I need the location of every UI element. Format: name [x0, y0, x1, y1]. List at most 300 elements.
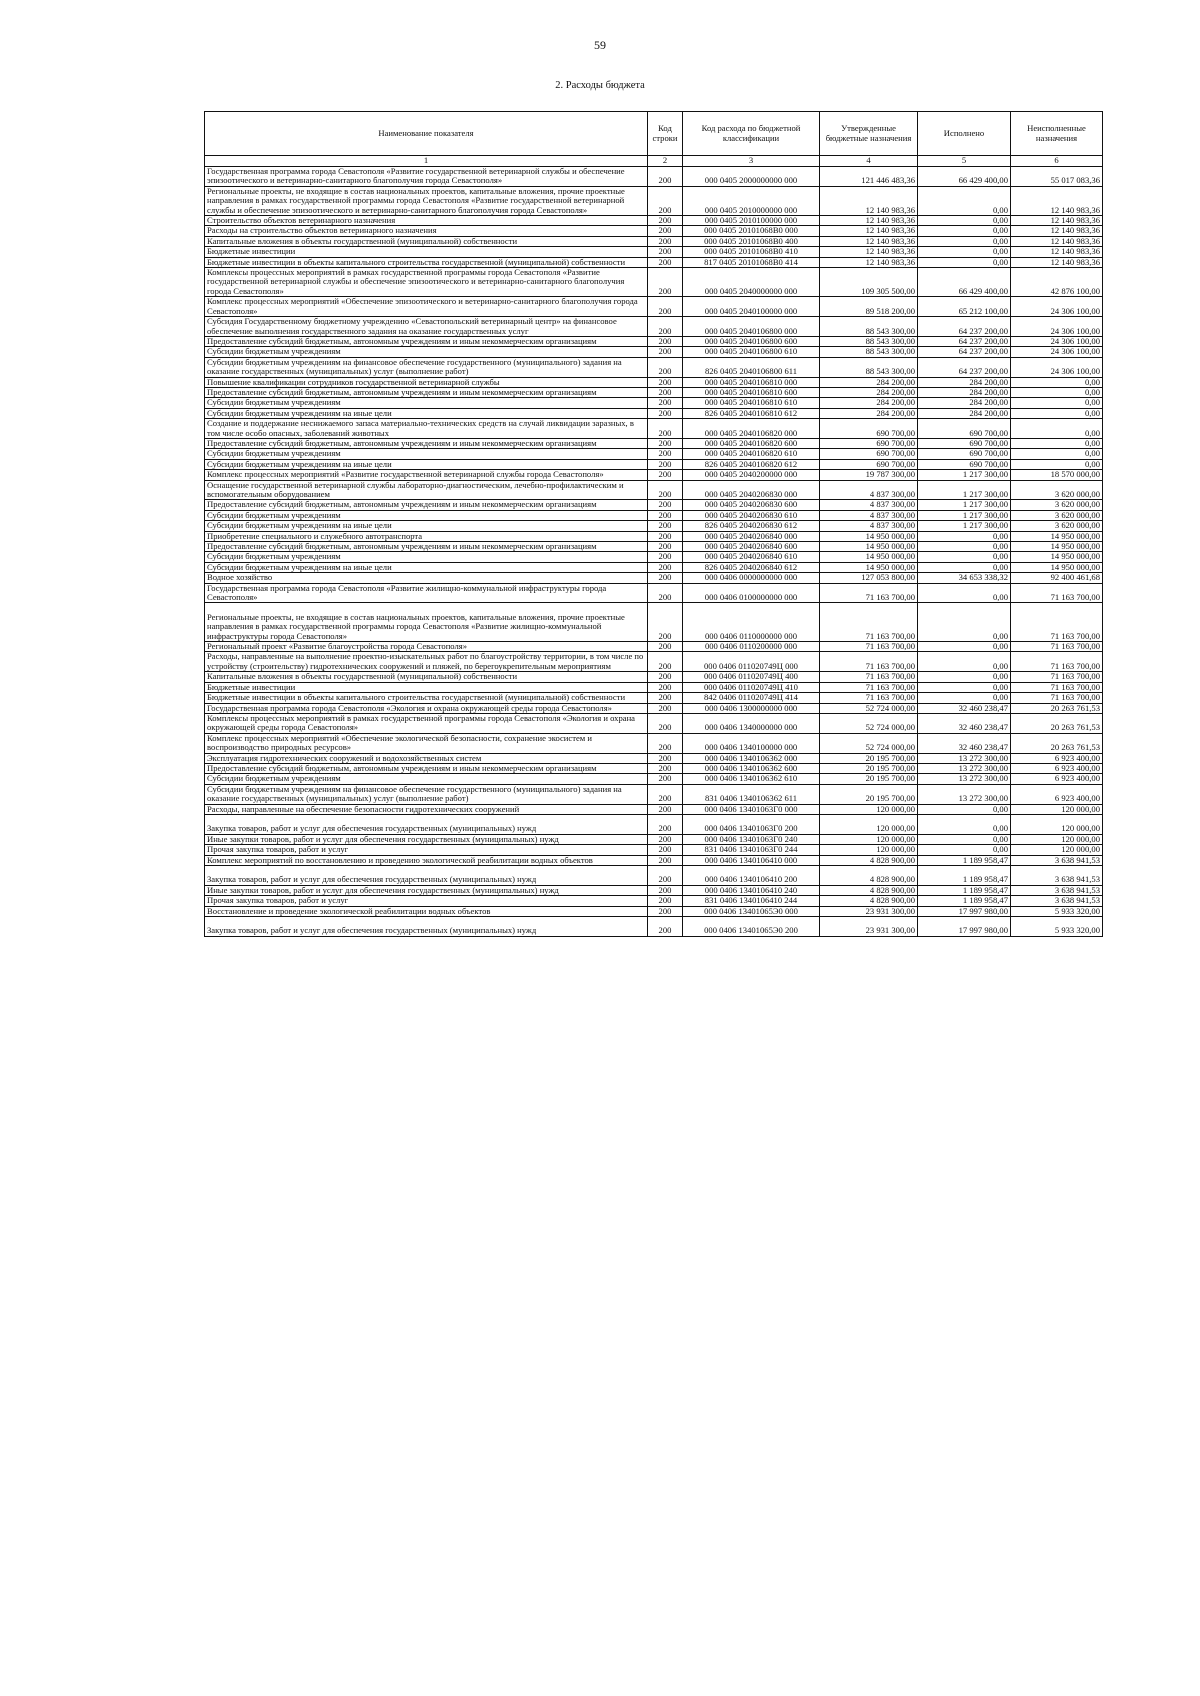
table-row — [205, 573, 1103, 583]
row-approved: 4 837 300,00 — [820, 500, 918, 510]
row-classification-code: 000 0406 1340100000 000 — [683, 733, 820, 753]
row-unexecuted: 120 000,00 — [1011, 814, 1103, 834]
row-line-code: 200 — [648, 774, 683, 784]
row-approved: 14 950 000,00 — [820, 531, 918, 541]
row-approved: 71 163 700,00 — [820, 693, 918, 703]
row-executed: 0,00 — [918, 247, 1011, 257]
row-approved: 284 200,00 — [820, 398, 918, 408]
row-line-code: 200 — [648, 531, 683, 541]
header-approved: Утвержденные бюджетные назначения — [820, 112, 918, 156]
row-approved: 121 446 483,36 — [820, 167, 918, 187]
row-classification-code: 826 0405 2040106810 612 — [683, 408, 820, 418]
row-classification-code: 000 0406 0110000000 000 — [683, 603, 820, 642]
row-executed: 1 217 300,00 — [918, 510, 1011, 520]
row-approved: 4 837 300,00 — [820, 510, 918, 520]
row-executed: 1 217 300,00 — [918, 521, 1011, 531]
row-unexecuted: 14 950 000,00 — [1011, 531, 1103, 541]
row-approved: 20 195 700,00 — [820, 774, 918, 784]
table-row — [205, 703, 1103, 713]
row-classification-code: 000 0405 20101068В0 400 — [683, 236, 820, 246]
row-name: Субсидии бюджетным учреждениям на иные цели — [205, 408, 648, 418]
row-approved: 690 700,00 — [820, 459, 918, 469]
row-line-code: 200 — [648, 703, 683, 713]
row-executed: 0,00 — [918, 804, 1011, 814]
table-row — [205, 906, 1103, 916]
column-number: 4 — [820, 156, 918, 167]
row-unexecuted: 12 140 983,36 — [1011, 216, 1103, 226]
row-name: Субсидии бюджетным учреждениям — [205, 347, 648, 357]
row-line-code: 200 — [648, 398, 683, 408]
row-executed: 64 237 200,00 — [918, 347, 1011, 357]
row-name: Бюджетные инвестиции в объекты капитального строительства государственной (муниципальной) собственности — [205, 693, 648, 703]
table-row — [205, 713, 1103, 733]
row-unexecuted: 42 876 100,00 — [1011, 268, 1103, 297]
row-approved: 4 828 900,00 — [820, 866, 918, 886]
row-name: Комплекс процессных мероприятий «Развитие государственной ветеринарной службы города Севастополя» — [205, 470, 648, 480]
row-executed: 0,00 — [918, 652, 1011, 672]
row-approved: 12 140 983,36 — [820, 226, 918, 236]
row-classification-code: 831 0406 1340106410 244 — [683, 896, 820, 906]
table-body — [205, 167, 1103, 937]
row-unexecuted: 20 263 761,53 — [1011, 713, 1103, 733]
table-row — [205, 866, 1103, 886]
row-classification-code: 000 0406 1340106362 600 — [683, 763, 820, 773]
row-unexecuted: 12 140 983,36 — [1011, 247, 1103, 257]
row-classification-code: 000 0405 2000000000 000 — [683, 167, 820, 187]
row-name: Предоставление субсидий бюджетным, автономным учреждениям и иным некоммерческим организациям — [205, 542, 648, 552]
row-line-code: 200 — [648, 573, 683, 583]
row-approved: 4 837 300,00 — [820, 480, 918, 500]
row-executed: 1 189 958,47 — [918, 885, 1011, 895]
row-executed: 0,00 — [918, 236, 1011, 246]
row-name: Комплексы процессных мероприятий в рамках государственной программы города Севастополя «Экология и охрана окружающей среды города Севастополя» — [205, 713, 648, 733]
row-approved: 23 931 300,00 — [820, 917, 918, 937]
row-unexecuted: 24 306 100,00 — [1011, 347, 1103, 357]
row-name: Субсидии бюджетным учреждениям — [205, 774, 648, 784]
row-unexecuted: 12 140 983,36 — [1011, 257, 1103, 267]
row-classification-code: 826 0405 2040106800 611 — [683, 357, 820, 377]
row-line-code: 200 — [648, 480, 683, 500]
row-unexecuted: 20 263 761,53 — [1011, 703, 1103, 713]
row-line-code: 200 — [648, 510, 683, 520]
row-approved: 120 000,00 — [820, 804, 918, 814]
row-name: Государственная программа города Севастополя «Развитие государственной ветеринарной службы и обеспечение эпизоотического и ветеринарно-санитарного благополучия города Севастополя» — [205, 167, 648, 187]
row-name: Водное хозяйство — [205, 573, 648, 583]
row-line-code: 200 — [648, 500, 683, 510]
row-unexecuted: 0,00 — [1011, 408, 1103, 418]
row-line-code: 200 — [648, 377, 683, 387]
row-executed: 0,00 — [918, 672, 1011, 682]
row-classification-code: 000 0406 13401063Г0 200 — [683, 814, 820, 834]
table-row — [205, 642, 1103, 652]
row-executed: 284 200,00 — [918, 398, 1011, 408]
row-unexecuted: 5 933 320,00 — [1011, 906, 1103, 916]
row-name: Субсидии бюджетным учреждениям — [205, 552, 648, 562]
row-executed: 1 217 300,00 — [918, 480, 1011, 500]
row-unexecuted: 3 638 941,53 — [1011, 885, 1103, 895]
row-approved: 690 700,00 — [820, 438, 918, 448]
table-row — [205, 682, 1103, 692]
row-approved: 4 837 300,00 — [820, 521, 918, 531]
row-classification-code: 000 0406 13401065Э0 000 — [683, 906, 820, 916]
row-line-code: 200 — [648, 866, 683, 886]
row-line-code: 200 — [648, 186, 683, 215]
row-name: Предоставление субсидий бюджетным, автономным учреждениям и иным некоммерческим организациям — [205, 500, 648, 510]
table-row — [205, 317, 1103, 337]
table-row — [205, 377, 1103, 387]
row-approved: 88 543 300,00 — [820, 347, 918, 357]
row-name: Бюджетные инвестиции — [205, 247, 648, 257]
row-line-code: 200 — [648, 906, 683, 916]
row-name: Субсидии бюджетным учреждениям на иные цели — [205, 562, 648, 572]
row-name: Закупка товаров, работ и услуг для обеспечения государственных (муниципальных) нужд — [205, 917, 648, 937]
row-approved: 284 200,00 — [820, 387, 918, 397]
row-classification-code: 000 0405 2040206840 610 — [683, 552, 820, 562]
row-classification-code: 826 0405 2040206840 612 — [683, 562, 820, 572]
row-line-code: 200 — [648, 845, 683, 855]
row-executed: 0,00 — [918, 542, 1011, 552]
row-classification-code: 000 0406 13401065Э0 200 — [683, 917, 820, 937]
table-row — [205, 917, 1103, 937]
row-line-code: 200 — [648, 763, 683, 773]
row-name: Создание и поддержание неснижаемого запаса материально-технических средств на случай ликвидации заразных, в том числе особо опасных, заболеваний животных — [205, 419, 648, 439]
row-approved: 4 828 900,00 — [820, 896, 918, 906]
row-executed: 284 200,00 — [918, 408, 1011, 418]
row-line-code: 200 — [648, 583, 683, 603]
column-number: 6 — [1011, 156, 1103, 167]
row-classification-code: 000 0406 1300000000 000 — [683, 703, 820, 713]
row-name: Строительство объектов ветеринарного назначения — [205, 216, 648, 226]
row-unexecuted: 24 306 100,00 — [1011, 297, 1103, 317]
table-row — [205, 814, 1103, 834]
table-row — [205, 583, 1103, 603]
table-row — [205, 763, 1103, 773]
row-approved: 4 828 900,00 — [820, 855, 918, 865]
row-line-code: 200 — [648, 419, 683, 439]
row-executed: 284 200,00 — [918, 377, 1011, 387]
row-unexecuted: 5 933 320,00 — [1011, 917, 1103, 937]
row-executed: 690 700,00 — [918, 449, 1011, 459]
table-row — [205, 562, 1103, 572]
row-classification-code: 000 0406 13401063Г0 240 — [683, 834, 820, 844]
expenses-table — [204, 111, 1103, 937]
table-row — [205, 733, 1103, 753]
row-approved: 4 828 900,00 — [820, 885, 918, 895]
row-line-code: 200 — [648, 247, 683, 257]
header-unexecuted: Неисполненные назначения — [1011, 112, 1103, 156]
row-classification-code: 000 0405 2040206830 600 — [683, 500, 820, 510]
row-line-code: 200 — [648, 834, 683, 844]
table-row — [205, 257, 1103, 267]
table-row — [205, 834, 1103, 844]
row-approved: 20 195 700,00 — [820, 753, 918, 763]
row-classification-code: 000 0405 2040106810 000 — [683, 377, 820, 387]
row-name: Субсидии бюджетным учреждениям на иные цели — [205, 521, 648, 531]
row-name: Субсидии бюджетным учреждениям — [205, 510, 648, 520]
row-line-code: 200 — [648, 216, 683, 226]
row-approved: 20 195 700,00 — [820, 763, 918, 773]
row-executed: 13 272 300,00 — [918, 763, 1011, 773]
row-line-code: 200 — [648, 336, 683, 346]
row-unexecuted: 71 163 700,00 — [1011, 642, 1103, 652]
row-line-code: 200 — [648, 459, 683, 469]
row-line-code: 200 — [648, 521, 683, 531]
row-approved: 12 140 983,36 — [820, 247, 918, 257]
row-classification-code: 000 0405 2040000000 000 — [683, 268, 820, 297]
row-unexecuted: 24 306 100,00 — [1011, 357, 1103, 377]
row-approved: 690 700,00 — [820, 449, 918, 459]
row-executed: 64 237 200,00 — [918, 317, 1011, 337]
row-classification-code: 000 0405 2040100000 000 — [683, 297, 820, 317]
row-unexecuted: 92 400 461,68 — [1011, 573, 1103, 583]
row-approved: 109 305 500,00 — [820, 268, 918, 297]
row-executed: 1 189 958,47 — [918, 866, 1011, 886]
row-line-code: 200 — [648, 713, 683, 733]
row-classification-code: 000 0406 1340106410 240 — [683, 885, 820, 895]
row-line-code: 200 — [648, 733, 683, 753]
row-name: Региональный проект «Развитие благоустройства города Севастополя» — [205, 642, 648, 652]
row-executed: 13 272 300,00 — [918, 753, 1011, 763]
row-name: Приобретение специального и служебного автотранспорта — [205, 531, 648, 541]
row-classification-code: 000 0406 1340106410 200 — [683, 866, 820, 886]
row-classification-code: 000 0405 2040106820 000 — [683, 419, 820, 439]
row-unexecuted: 120 000,00 — [1011, 804, 1103, 814]
row-name: Субсидии бюджетным учреждениям на финансовое обеспечение государственного (муниципального) задания на оказание государственных (муниципальных) услуг (выполнение работ) — [205, 784, 648, 804]
row-name: Региональные проекты, не входящие в состав национальных проектов, капитальные вложения, прочие проектные направления в рамках государственной программы города Севастополя «Развитие государственной ветеринарной службы и обеспечение эпизоотического и ветеринарно-санитарного благополучия города Севастополя» — [205, 186, 648, 215]
table-row — [205, 784, 1103, 804]
row-name: Оснащение государственной ветеринарной службы лабораторно-диагностическим, лечебно-профилактическим и вспомогательным оборудованием — [205, 480, 648, 500]
row-unexecuted: 0,00 — [1011, 459, 1103, 469]
row-classification-code: 000 0405 2040206830 610 — [683, 510, 820, 520]
row-unexecuted: 6 923 400,00 — [1011, 774, 1103, 784]
row-line-code: 200 — [648, 357, 683, 377]
row-unexecuted: 6 923 400,00 — [1011, 763, 1103, 773]
row-executed: 0,00 — [918, 603, 1011, 642]
row-unexecuted: 55 017 083,36 — [1011, 167, 1103, 187]
row-executed: 64 237 200,00 — [918, 357, 1011, 377]
row-name: Прочая закупка товаров, работ и услуг — [205, 896, 648, 906]
row-line-code: 200 — [648, 449, 683, 459]
row-approved: 12 140 983,36 — [820, 216, 918, 226]
row-name: Предоставление субсидий бюджетным, автономным учреждениям и иным некоммерческим организациям — [205, 438, 648, 448]
row-executed: 17 997 980,00 — [918, 906, 1011, 916]
row-classification-code: 000 0406 1340000000 000 — [683, 713, 820, 733]
row-unexecuted: 18 570 000,00 — [1011, 470, 1103, 480]
row-approved: 120 000,00 — [820, 845, 918, 855]
row-classification-code: 000 0406 1340106362 610 — [683, 774, 820, 784]
row-classification-code: 000 0406 1340106362 000 — [683, 753, 820, 763]
table-row — [205, 521, 1103, 531]
row-line-code: 200 — [648, 896, 683, 906]
table-row — [205, 845, 1103, 855]
row-line-code: 200 — [648, 387, 683, 397]
column-number-row — [205, 156, 1103, 167]
row-unexecuted: 3 620 000,00 — [1011, 521, 1103, 531]
row-unexecuted: 71 163 700,00 — [1011, 583, 1103, 603]
row-executed: 0,00 — [918, 642, 1011, 652]
row-classification-code: 000 0405 2040106820 610 — [683, 449, 820, 459]
row-line-code: 200 — [648, 885, 683, 895]
table-row — [205, 531, 1103, 541]
row-approved: 284 200,00 — [820, 377, 918, 387]
row-approved: 89 518 200,00 — [820, 297, 918, 317]
row-name: Бюджетные инвестиции — [205, 682, 648, 692]
row-classification-code: 000 0405 2010100000 000 — [683, 216, 820, 226]
row-line-code: 200 — [648, 257, 683, 267]
row-name: Бюджетные инвестиции в объекты капитального строительства государственной (муниципальной) собственности — [205, 257, 648, 267]
row-classification-code: 817 0405 20101068В0 414 — [683, 257, 820, 267]
row-classification-code: 000 0405 20101068В0 410 — [683, 247, 820, 257]
row-line-code: 200 — [648, 642, 683, 652]
row-approved: 71 163 700,00 — [820, 652, 918, 672]
table-row — [205, 408, 1103, 418]
row-approved: 52 724 000,00 — [820, 713, 918, 733]
row-classification-code: 000 0406 011020749Ц 000 — [683, 652, 820, 672]
table-row — [205, 438, 1103, 448]
table-row — [205, 672, 1103, 682]
row-classification-code: 000 0406 1340106410 000 — [683, 855, 820, 865]
table-row — [205, 652, 1103, 672]
row-unexecuted: 20 263 761,53 — [1011, 733, 1103, 753]
row-approved: 88 543 300,00 — [820, 317, 918, 337]
row-line-code: 200 — [648, 917, 683, 937]
header-indicator-name: Наименование показателя — [205, 112, 648, 156]
row-name: Комплексы процессных мероприятий в рамках государственной программы города Севастополя «Развитие государственной ветеринарной службы и обеспечение эпизоотического и ветеринарно-санитарного благополучия города Севастополя» — [205, 268, 648, 297]
table-row — [205, 459, 1103, 469]
row-name: Государственная программа города Севастополя «Экология и охрана окружающей среды города Севастополя» — [205, 703, 648, 713]
row-name: Субсидии бюджетным учреждениям на финансовое обеспечение государственного (муниципального) задания на оказание государственных (муниципальных) услуг (выполнение работ) — [205, 357, 648, 377]
table-row — [205, 236, 1103, 246]
row-classification-code: 000 0405 2040200000 000 — [683, 470, 820, 480]
row-approved: 71 163 700,00 — [820, 583, 918, 603]
row-line-code: 200 — [648, 438, 683, 448]
table-row — [205, 480, 1103, 500]
row-executed: 0,00 — [918, 583, 1011, 603]
table-row — [205, 693, 1103, 703]
table-row — [205, 336, 1103, 346]
row-approved: 127 053 800,00 — [820, 573, 918, 583]
row-classification-code: 000 0405 2040206830 000 — [683, 480, 820, 500]
row-name: Предоставление субсидий бюджетным, автономным учреждениям и иным некоммерческим организациям — [205, 336, 648, 346]
row-line-code: 200 — [648, 317, 683, 337]
row-unexecuted: 120 000,00 — [1011, 845, 1103, 855]
row-unexecuted: 14 950 000,00 — [1011, 552, 1103, 562]
row-classification-code: 842 0406 011020749Ц 414 — [683, 693, 820, 703]
row-executed: 1 217 300,00 — [918, 500, 1011, 510]
row-line-code: 200 — [648, 855, 683, 865]
row-executed: 0,00 — [918, 226, 1011, 236]
row-classification-code: 000 0405 2040106810 610 — [683, 398, 820, 408]
row-executed: 284 200,00 — [918, 387, 1011, 397]
table-row — [205, 247, 1103, 257]
row-unexecuted: 12 140 983,36 — [1011, 186, 1103, 215]
row-name: Государственная программа города Севастополя «Развитие жилищно-коммунальной инфраструктуры города Севастополя» — [205, 583, 648, 603]
row-line-code: 200 — [648, 682, 683, 692]
row-approved: 71 163 700,00 — [820, 603, 918, 642]
row-line-code: 200 — [648, 784, 683, 804]
row-name: Предоставление субсидий бюджетным, автономным учреждениям и иным некоммерческим организациям — [205, 763, 648, 773]
row-unexecuted: 24 306 100,00 — [1011, 336, 1103, 346]
row-executed: 32 460 238,47 — [918, 703, 1011, 713]
table-row — [205, 753, 1103, 763]
row-line-code: 200 — [648, 672, 683, 682]
row-unexecuted: 71 163 700,00 — [1011, 693, 1103, 703]
row-executed: 0,00 — [918, 552, 1011, 562]
table-row — [205, 855, 1103, 865]
row-classification-code: 000 0405 2040206840 000 — [683, 531, 820, 541]
row-name: Предоставление субсидий бюджетным, автономным учреждениям и иным некоммерческим организациям — [205, 387, 648, 397]
row-executed: 690 700,00 — [918, 438, 1011, 448]
row-executed: 17 997 980,00 — [918, 917, 1011, 937]
row-classification-code: 000 0406 011020749Ц 410 — [683, 682, 820, 692]
row-name: Прочая закупка товаров, работ и услуг — [205, 845, 648, 855]
section-title: 2. Расходы бюджета — [555, 80, 645, 91]
row-name: Расходы, направленные на выполнение проектно-изыскательных работ по благоустройству территории, в том числе по устройству (строительству) гидротехнических сооружений и пляжей, по берегоукрепительным мероприятиям — [205, 652, 648, 672]
table-row — [205, 603, 1103, 642]
table-row — [205, 226, 1103, 236]
row-name: Иные закупки товаров, работ и услуг для обеспечения государственных (муниципальных) нужд — [205, 885, 648, 895]
row-name: Региональные проекты, не входящие в состав национальных проектов, капитальные вложения, прочие проектные направления в рамках государственной программы города Севастополя «Развитие жилищно-коммунальной инфраструктуры города Севастополя» — [205, 603, 648, 642]
row-line-code: 200 — [648, 652, 683, 672]
row-classification-code: 000 0406 0100000000 000 — [683, 583, 820, 603]
header-line-code: Код строки — [648, 112, 683, 156]
row-line-code: 200 — [648, 167, 683, 187]
column-number: 1 — [205, 156, 648, 167]
row-executed: 34 653 338,32 — [918, 573, 1011, 583]
row-name: Расходы, направленные на обеспечение безопасности гидротехнических сооружений — [205, 804, 648, 814]
row-line-code: 200 — [648, 408, 683, 418]
row-line-code: 200 — [648, 603, 683, 642]
row-approved: 120 000,00 — [820, 814, 918, 834]
row-unexecuted: 0,00 — [1011, 419, 1103, 439]
row-line-code: 200 — [648, 268, 683, 297]
table-row — [205, 774, 1103, 784]
row-name: Эксплуатация гидротехнических сооружений и водохозяйственных систем — [205, 753, 648, 763]
row-executed: 690 700,00 — [918, 419, 1011, 439]
row-unexecuted: 71 163 700,00 — [1011, 652, 1103, 672]
table-row — [205, 896, 1103, 906]
table-row — [205, 186, 1103, 215]
row-unexecuted: 0,00 — [1011, 398, 1103, 408]
row-name: Расходы на строительство объектов ветеринарного назначения — [205, 226, 648, 236]
row-approved: 23 931 300,00 — [820, 906, 918, 916]
table-row — [205, 500, 1103, 510]
row-name: Субсидии бюджетным учреждениям — [205, 398, 648, 408]
row-executed: 66 429 400,00 — [918, 167, 1011, 187]
row-classification-code: 000 0406 011020749Ц 400 — [683, 672, 820, 682]
row-unexecuted: 0,00 — [1011, 438, 1103, 448]
row-name: Иные закупки товаров, работ и услуг для обеспечения государственных (муниципальных) нужд — [205, 834, 648, 844]
row-unexecuted: 71 163 700,00 — [1011, 672, 1103, 682]
row-name: Субсидии бюджетным учреждениям на иные цели — [205, 459, 648, 469]
row-line-code: 200 — [648, 753, 683, 763]
row-name: Закупка товаров, работ и услуг для обеспечения государственных (муниципальных) нужд — [205, 866, 648, 886]
row-line-code: 200 — [648, 347, 683, 357]
row-executed: 0,00 — [918, 531, 1011, 541]
row-unexecuted: 3 638 941,53 — [1011, 896, 1103, 906]
row-name: Восстановление и проведение экологической реабилитации водных объектов — [205, 906, 648, 916]
row-classification-code: 000 0405 2040106800 000 — [683, 317, 820, 337]
row-executed: 0,00 — [918, 845, 1011, 855]
row-line-code: 200 — [648, 562, 683, 572]
row-approved: 14 950 000,00 — [820, 562, 918, 572]
row-classification-code: 000 0405 2040106810 600 — [683, 387, 820, 397]
row-name: Закупка товаров, работ и услуг для обеспечения государственных (муниципальных) нужд — [205, 814, 648, 834]
row-executed: 0,00 — [918, 216, 1011, 226]
table-row — [205, 357, 1103, 377]
row-classification-code: 000 0405 2040206840 600 — [683, 542, 820, 552]
row-executed: 13 272 300,00 — [918, 774, 1011, 784]
